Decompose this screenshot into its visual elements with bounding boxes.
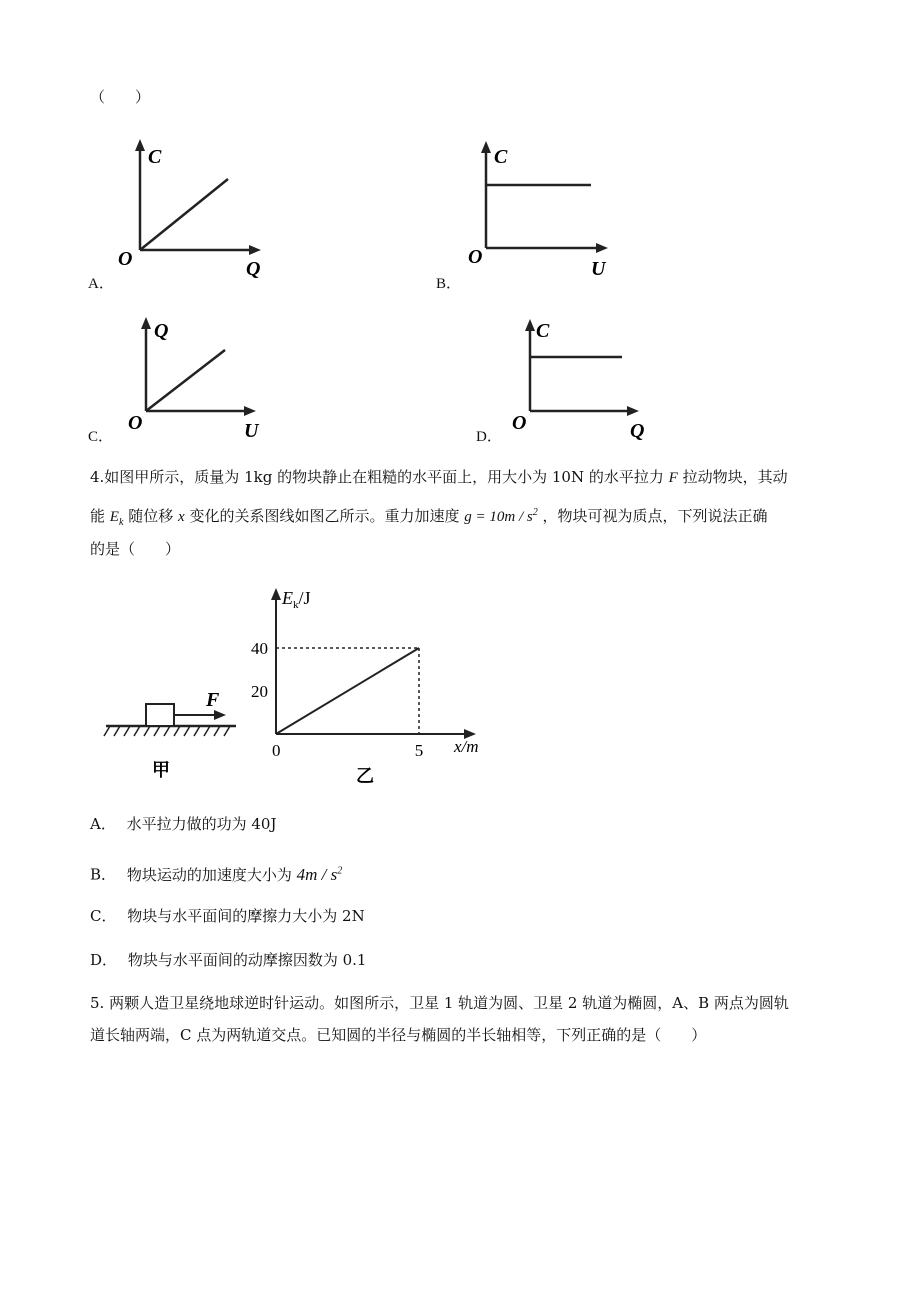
x-tick-label: 5: [414, 741, 424, 760]
block: [146, 704, 174, 726]
q4-text: 拉动物块，其动: [682, 468, 788, 486]
q3-graph-a: [88, 135, 288, 295]
q5-stem-line1: 5. 两颗人造卫星绕地球逆时针运动。如图所示，卫星 1 轨道为圆、卫星 2 轨道为椭圆，A、B 两点为圆轨: [90, 994, 789, 1012]
option-text: 物块与水平面间的摩擦力大小为 2N: [127, 907, 365, 925]
q4-figure-jia: [100, 680, 250, 794]
q5-stem-line2: 道长轴两端，C 点为两轨道交点。已知圆的半径与椭圆的半长轴相等，下列正确的是（ ）: [90, 1026, 707, 1044]
q4-stem-line2: [90, 502, 768, 534]
q4-option-a: [90, 813, 277, 835]
q3-graph-d: [476, 305, 676, 445]
q4-force-var: F: [668, 470, 678, 486]
graph-line: [146, 350, 225, 411]
q4-option-c: [90, 905, 365, 927]
ek-symbol: E: [109, 509, 119, 525]
q4-text: 随位移: [128, 507, 174, 525]
origin-label: O: [128, 412, 143, 434]
x-axis-label: Q: [630, 420, 645, 442]
ek-x-chart: [238, 582, 498, 792]
q4-ek-var: [109, 509, 124, 528]
g-exponent: 2: [532, 507, 538, 518]
graph-line: [140, 179, 228, 250]
g-value: g = 10m / s: [464, 509, 533, 525]
x-axis-label: x/m: [454, 737, 479, 756]
q4-stem-line3: 的是（ ）: [90, 540, 181, 558]
q4-stem-line1: [90, 466, 788, 489]
option-text: 物块运动的加速度大小为: [126, 865, 297, 884]
q3-option-c: [88, 305, 288, 449]
data-line: [276, 648, 419, 734]
q3-option-c-label: C．: [88, 429, 114, 445]
q3-option-b: [436, 135, 636, 299]
option-label: B．: [90, 865, 117, 884]
figure-caption: 乙: [356, 766, 374, 786]
y-axis-label: C: [494, 146, 508, 168]
q4-g-formula: [464, 509, 537, 525]
x-axis-label: U: [244, 420, 259, 442]
force-label: F: [206, 689, 220, 711]
q4-figure-yi: [238, 582, 498, 796]
q3-answer-blank: （ ）: [90, 88, 151, 106]
acceleration-value: $4m / s^2$: [296, 864, 343, 884]
y-axis-label: C: [148, 146, 162, 168]
y-axis-label: Q: [154, 320, 169, 342]
origin-label: O: [468, 246, 483, 268]
origin-label: 0: [272, 741, 281, 760]
q4-text: ，物块可视为质点，下列说法正确: [542, 507, 768, 525]
q4-text: 能: [90, 507, 106, 525]
q3-option-d: [476, 305, 676, 449]
q4-option-b: [90, 860, 342, 886]
y-axis-label: C: [536, 320, 550, 342]
origin-label: O: [118, 248, 133, 270]
option-label: D．: [90, 951, 118, 969]
x-axis-label: U: [591, 258, 606, 280]
ground-hatching: [104, 726, 230, 736]
q4-option-d: [90, 949, 366, 971]
origin-label: O: [512, 412, 527, 434]
q3-option-a-label: A．: [88, 276, 114, 292]
ek-subscript: k: [118, 517, 124, 528]
q3-graph-b: [436, 135, 636, 295]
x-axis-label: Q: [246, 258, 261, 280]
q3-graph-c: [88, 305, 288, 445]
q4-x-var: x: [178, 509, 185, 525]
q4-text: 4.如图甲所示，质量为 1kg 的物块静止在粗糙的水平面上，用大小为 10N 的水平拉力: [90, 468, 664, 486]
q3-option-d-label: D．: [476, 429, 502, 445]
block-diagram: [100, 680, 250, 790]
q4-text: 变化的关系图线如图乙所示。重力加速度: [189, 507, 460, 525]
q3-option-a: [88, 135, 288, 299]
q3-option-b-label: B．: [436, 276, 462, 292]
option-label: A．: [90, 815, 116, 833]
option-text: 水平拉力做的功为 40J: [126, 815, 277, 833]
y-tick-label: 20: [251, 682, 268, 701]
y-tick-label: 40: [251, 639, 268, 658]
y-axis-label: $E_k/J$: [282, 588, 311, 611]
figure-caption: 甲: [152, 760, 170, 780]
option-text: 物块与水平面间的动摩擦因数为 0.1: [127, 951, 367, 969]
option-label: C．: [90, 907, 117, 925]
